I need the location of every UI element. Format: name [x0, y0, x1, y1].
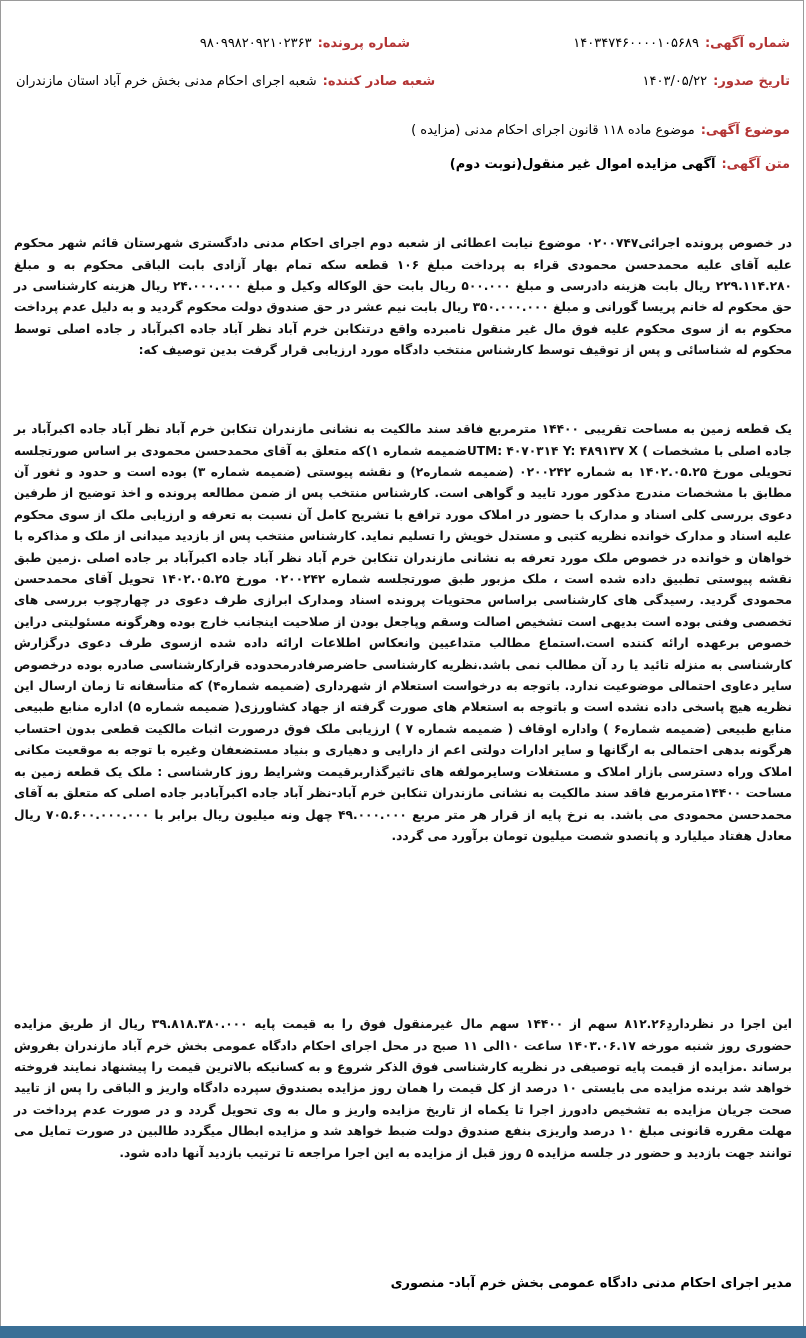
case-number — [200, 36, 410, 51]
subject-label: موضوع آگهی: — [700, 123, 790, 138]
issuer-value: شعبه اجرای احکام مدنی بخش خرم آباد استان مازندران — [16, 74, 317, 89]
case-number-value: ۹۸۰۹۹۸۲۰۹۲۱۰۲۳۶۳ — [199, 36, 312, 51]
paragraph-property-description: یک قطعه زمین به مساحت تقریبی ۱۴۴۰۰ مترمربع فاقد سند مالکیت به نشانی مازندران تنکابن خرم آباد نظر آباد جاده اکبرآباد بر جاده اصلی با مشخصات ) UTM: ۴۰۷۰۳۱۴ Y: ۴۸۹۱۳۷ Xضمیمه شماره ۱)که متعلق به آقای محمدحسن محمودی بر اساس صورتجلسه تحویلی مورخ ۱۴۰۲.۰۵.۲۵ به شماره ۰۲۰۰۲۴۲ (ضمیمه شماره۲) و نقشه پیوستی (ضمیمه شماره ۳) بوده است و حدود و ثغور آن مطابق با مشخصات مندرج مذکور مورد تایید و گواهی است. کارشناس منتخب پس از ضمن مطالعه پرونده و اخذ توضیح از طرفین دعوی بررسی کلی اسناد و مدارک با حضور در املاک مورد ترافع با تشریح کامل آن نسبت به تعرفه و ارزیابی ملک از سوی محکوم علیه اسناد و مدارک خوانده نظریه کتبی و مستدل خویش را تسلیم نماید. کارشناس منتخب پس از بازدید میدانی از ملک و مذاکره با خواهان و خوانده در خصوص ملک مورد تعرفه به نشانی مازندران تنکابن خرم آباد نظر آباد جاده اکبرآباد بر جاده اصلی .زمین طبق نقشه پیوستی تطبیق داده شده است ، ملک مزبور طبق صورتجلسه شماره ۰۲۰۰۲۴۲ مورخ ۱۴۰۲.۰۵.۲۵ تحویل آقای محمدحسن محمودی گردید. رسیدگی های کارشناسی براساس محتویات پرونده اسناد ومدارک ابرازی طرف دعوی در چهارچوب بررسی های تخصصی وفنی بوده است بدیهی است تشخیص اصالت وسقم وپاجعل بودن از صلاحیت اینجانب خارج بوده وهرگونه مسئولیتی دراین خصوص برعهده ارائه کننده است.استماع مطالب متداعیین وانعکاس اطلاعات ارائه داده شده ازسوی طرف دعوی درگزارش کارشناسی به منزله تائید یا رد آن مطالب نمی باشد.نظریه کارشناسی حاضرصرفادرمحدوده قرارکارشناسی صادره بوده درخصوص سایر دعاوی احتمالی موضوعیت ندارد. باتوجه به درخواست استعلام از شهرداری (ضمیمه شماره۴) که متأسفانه تا زمان ارسال این نظریه هیچ پاسخی داده نشده است و باتوجه به استعلام های صورت گرفته از جهاد کشاورزی( ضمیمه شماره ۵) اداره منابع طبیعی منابع طبیعی (ضمیمه شماره۶ ) واداره اوقاف ( ضمیمه شماره ۷ ) ارزیابی ملک فوق درصورت اثبات مالکیت قطعی بدون احتساب هرگونه بدهی احتمالی به ارگانها و سایر ادارات دولتی اعم از دارایی و دهیاری و بنیاد مستضعفان وغیره با توجه به موقعیت مکانی املاک وراه دسترسی بازار املاک و مستغلات وسایرمولفه های تاثیرگذاربرقیمت وشرایط روز کارشناسی : ملک یک قطعه زمین به مساحت ۱۴۴۰۰مترمربع فاقد سند مالکیت به نشانی مازندران تنکابن خرم آباد-نظر آباد جاده اکبرآبادبر جاده اصلی که متعلق به آقای محمدحسن محمودی می باشد. به نرخ پایه از قرار هر متر مربع ۴۹.۰۰۰.۰۰۰ چهل ونه میلیون ریال برابر با ۷۰۵.۶۰۰.۰۰۰.۰۰۰ ریال معادل هفتاد میلیارد و پانصدو شصت میلیون تومان برآورد می گردد. — [14, 422, 793, 843]
announcement-line — [16, 157, 790, 172]
subject-line — [16, 123, 790, 138]
signature: مدیر اجرای احکام مدنی دادگاه عمومی بخش خرم آباد- منصوری — [390, 1276, 792, 1291]
issue-date-value: ۱۴۰۳/۰۵/۲۲ — [642, 74, 708, 89]
issuer — [16, 74, 435, 89]
subject-value: موضوع ماده ۱۱۸ قانون اجرای احکام مدنی (مزایده ) — [411, 123, 695, 138]
notice-number-value: ۱۴۰۳۴۷۴۶۰۰۰۰۱۰۵۶۸۹ — [573, 36, 699, 51]
header-row-numbers — [16, 36, 790, 51]
paragraph-auction-terms: این اجرا در نظرداردِ۸۱۲.۲۶ سهم از ۱۴۴۰۰ سهم مال غیرمنقول فوق را به قیمت پایه ۳۹.۸۱۸.۳۸۰.۰۰۰ ریال از طریق مزایده حضوری روز شنبه مورخه ۱۴۰۳.۰۶.۱۷ ساعت ۱۰الی ۱۱ صبح در محل اجرای احکام دادگاه عمومی بخش خرم آباد مازندران بفروش برساند .مزایده از قیمت پایه توصیفی در نظریه کارشناسی فوق الذکر شروع و به کسانیکه بالاترین قیمت را پیشنهاد نمایند فروخته خواهد شد برنده مزایده می بایستی ۱۰ درصد از کل قیمت را همان روز مزایده بصندوق سپرده دادگاه واریز و الباقی را پس از تایید صحت جریان مزایده به تشخیص دادورز اجرا تا یکماه از تاریخ مزایده واریز و مال به وی تحویل گردد و در صورت عدم پرداخت در مهلت مقرره قانونی مبلغ ۱۰ درصد واریزی بنفع صندوق دولت ضبط خواهد شد و مزایده ابطال میگردد طالبین در صورت تمایل می توانند جهت بازدید و حضور در جلسه مزایده ۵ روز قبل از مزایده به این اجرا مراجعه تا ترتیب بازدید آنها داده شود. — [14, 1017, 793, 1160]
issue-date-label: تاریخ صدور: — [713, 74, 790, 89]
bottom-bar — [0, 1326, 806, 1338]
paragraph-case-details: در خصوص پرونده اجرائی۰۲۰۰۷۴۷ موضوع نیابت اعطائی از شعبه دوم اجرای احکام مدنی دادگستری شهرستان قائم شهر محکوم علیه آقای علیه محمدحسن محمودی قراء به پرداخت مبلغ ۱۰۶ قطعه سکه تمام بهار آزادی بابت الباقی محکوم به و مبلغ ۲۲۹.۱۱۴.۲۸۰ ریال بابت هزینه دادرسی و مبلغ ۵۰۰.۰۰۰ ریال بابت حق الوکاله وکیل و مبلغ ۲۴.۰۰۰.۰۰۰ ریال هزینه کارشناسی در حق محکوم له خانم پریسا گورانی و مبلغ ۳۵۰.۰۰۰.۰۰۰ ریال بابت نیم عشر در حق صندوق دولت محکوم گردید و به دلیل عدم پرداخت محکوم به از سوی محکوم علیه فوق مال غیر منقول نامبرده واقع درتنکابن خرم آباد نظر آباد جاده اکبرآباد ر جاده اصلی توسط محکوم له شناسائی و پس از توقیف توسط کارشناس منتخب دادگاه مورد ارزیابی قرار گرفت بدین توصیف که: — [14, 236, 793, 358]
issue-date — [435, 74, 790, 89]
announcement-label: متن آگهی: — [721, 157, 790, 172]
announcement-value: آگهی مزایده اموال غیر منقول(نوبت دوم) — [449, 157, 716, 172]
header-row-issue — [16, 74, 790, 89]
notice-number — [410, 36, 790, 51]
issuer-label: شعبه صادر کننده: — [322, 74, 436, 89]
case-number-label: شماره پرونده: — [317, 36, 410, 51]
notice-number-label: شماره آگهی: — [704, 36, 790, 51]
